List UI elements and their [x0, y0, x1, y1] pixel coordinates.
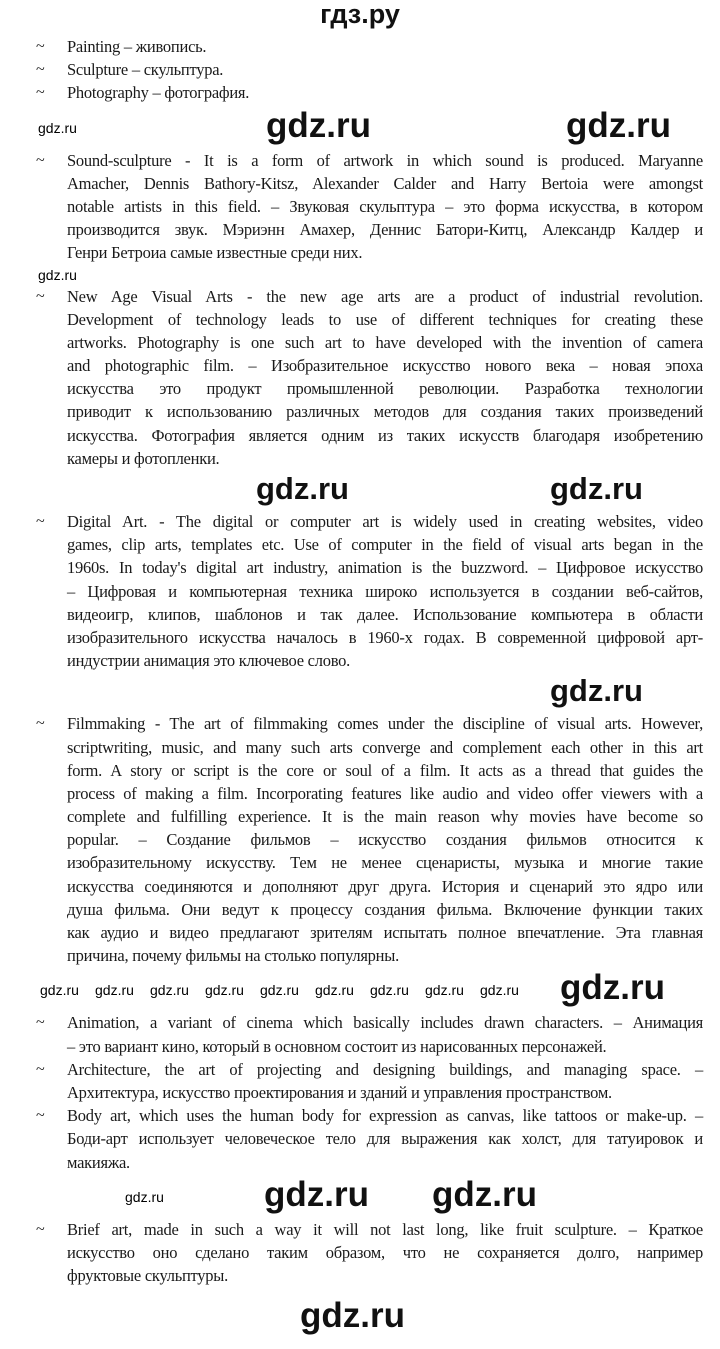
watermark-row [0, 967, 720, 1011]
tilde-bullet-icon: ~ [36, 38, 45, 55]
text-line: Генри Бетроиа самые известные среди них. [67, 243, 363, 263]
text-line: process of making a film. Incorporating features like audio and video offer viewers with a [67, 783, 703, 803]
text-line: – Цифровая и компьютерная техника широко используется в создании веб-сайтов, [67, 581, 703, 601]
text-line: popular. – Создание фильмов – искусство создания фильмов относится к [67, 830, 703, 850]
watermark-row [0, 470, 720, 510]
text-line: Sculpture – скульптура. [67, 60, 224, 80]
list-item [0, 58, 720, 81]
text-line: фруктовые скульптуры. [67, 1266, 229, 1286]
text-line: видеоигр, клипов, шаблонов и так далее. Использование компьютера в области [67, 604, 703, 624]
text-line: Architecture, the art of projecting and designing buildings, and managing space. – [67, 1059, 703, 1079]
watermark: gdz.ru [480, 982, 519, 999]
tilde-bullet-icon: ~ [36, 1107, 45, 1125]
list-item [0, 510, 720, 672]
list-item [0, 35, 720, 58]
list-item [0, 712, 720, 967]
text-line: приводит к использованию различных методов для создания таких произведений [67, 402, 703, 422]
tilde-bullet-icon: ~ [36, 513, 45, 530]
text-line: Архитектура, искусство проектирования и зданий и управления пространством. [67, 1082, 612, 1102]
page-header-title: гдз.ру [320, 0, 400, 29]
watermark: gdz.ru [560, 968, 665, 1008]
watermark: gdz.ru [38, 266, 77, 283]
list-item [0, 1011, 720, 1057]
watermark: gdz.ru [315, 982, 354, 999]
tilde-bullet-icon: ~ [36, 84, 45, 102]
watermark: gdz.ru [300, 1296, 405, 1336]
text-line: Digital Art. - The digital or computer art is widely used in creating websites, video [67, 512, 703, 531]
text-line: искусства соединяются и дополняют друг друга. История и сценарий это ядро или [67, 876, 703, 896]
text-line: Animation, a variant of cinema which basically includes drawn characters. – Анимация [67, 1013, 703, 1033]
text-line: form. A story or script is the core or soul of a film. It acts as a thread that guides the [67, 760, 703, 780]
text-line: изобразительного искусства началось в 1960-х годах. В современной цифровой арт- [67, 627, 703, 647]
tilde-bullet-icon: ~ [36, 1220, 45, 1238]
watermark: gdz.ru [370, 982, 409, 999]
text-line: искусства это продукт промышленной революции. Разработка технологии [67, 379, 703, 399]
list-item [0, 1104, 720, 1174]
watermark: gdz.ru [256, 471, 349, 506]
text-line: Body art, which uses the human body for expression as canvas, like tattoos or make-up. – [67, 1106, 703, 1126]
text-line: Filmmaking - The art of filmmaking comes under the discipline of visual arts. However, [67, 714, 703, 734]
watermark: gdz.ru [260, 982, 299, 999]
text-line: 1960s. In today's digital art industry, animation is the buzzword. – Цифровое искусство [67, 558, 703, 578]
watermark-row [0, 672, 720, 712]
text-line: scriptwriting, music, and many such arts converge and complement each other in this art [67, 737, 703, 757]
list-item [0, 1058, 720, 1104]
watermark-row [0, 1174, 720, 1218]
watermark: gdz.ru [425, 982, 464, 999]
list-item [0, 1218, 720, 1288]
watermark: gdz.ru [550, 673, 643, 709]
tilde-bullet-icon: ~ [36, 1014, 45, 1032]
watermark: gdz.ru [566, 105, 671, 145]
text-line: Amacher, Dennis Bathory-Kitsz, Alexander Calder and Harry Bertoia were amongst [67, 173, 703, 193]
text-line: New Age Visual Arts - the new age arts are a product of industrial revolution. [67, 286, 703, 306]
text-line: and photographic film. – Изобразительное искусство нового века – новая эпоха [67, 356, 703, 376]
tilde-bullet-icon: ~ [36, 715, 45, 733]
text-line: искусства. Фотография является одним из таких искусств благодаря изобретению [67, 425, 703, 445]
tilde-bullet-icon: ~ [36, 287, 45, 305]
watermark-row [0, 105, 720, 149]
watermark: gdz.ru [205, 982, 244, 999]
list-item [0, 149, 720, 265]
watermark: gdz.ru [38, 119, 77, 136]
text-line: Painting – живопись. [67, 37, 207, 56]
watermark: gdz.ru [125, 1188, 164, 1205]
list-item [0, 81, 720, 104]
text-line: камеры и фотопленки. [67, 448, 220, 468]
watermark-row [0, 1287, 720, 1339]
text-line: complete and fulfilling experience. It is the main reason why movies have become so [67, 807, 703, 827]
tilde-bullet-icon: ~ [36, 1060, 45, 1078]
watermark: gdz.ru [266, 105, 371, 145]
text-line: производится звук. Мэриэнн Амахер, Деннис Батори-Китц, Александр Калдер и [67, 220, 703, 240]
watermark: gdz.ru [150, 982, 189, 999]
text-line: искусство оно сделано таким образом, что не сохраняется долго, например [67, 1242, 703, 1262]
text-line: макияжа. [67, 1152, 130, 1172]
watermark: gdz.ru [40, 982, 79, 999]
text-line: Боди-арт использует человеческое тело для выражения как холст, для татуировок и [67, 1129, 703, 1149]
text-line: изобразительному искусству. Тем не менее сценаристы, музыка и многие такие [67, 853, 703, 873]
text-line: Brief art, made in such a way it will not last long, like fruit sculpture. – Краткое [67, 1219, 703, 1239]
watermark-row [0, 265, 720, 285]
text-line: notable artists in this field. – Звуковая скульптура – это форма искусства, в котором [67, 196, 703, 216]
text-line: Development of technology leads to use of different techniques for creating these [67, 309, 703, 329]
text-line: индустрии анимация это ключевое слово. [67, 651, 351, 671]
text-line: – это вариант кино, который в основном состоит из нарисованных персонажей. [67, 1036, 607, 1056]
text-line: artworks. Photography is one such art to have developed with the invention of camera [67, 332, 703, 352]
text-line: причина, почему фильмы на столько популярны. [67, 946, 399, 966]
tilde-bullet-icon: ~ [36, 61, 45, 79]
watermark: gdz.ru [550, 471, 643, 506]
watermark: gdz.ru [95, 982, 134, 999]
list-item [0, 285, 720, 471]
text-line: games, clip arts, templates etc. Use of computer in the field of visual arts began in the [67, 535, 703, 555]
watermark: gdz.ru [264, 1174, 369, 1214]
tilde-bullet-icon: ~ [36, 151, 45, 169]
text-line: Sound-sculpture - It is a form of artwork in which sound is produced. Maryanne [67, 150, 703, 170]
watermark: gdz.ru [432, 1174, 537, 1214]
text-line: Photography – фотография. [67, 83, 250, 103]
text-line: как аудио и видео предлагают зрителям испытать полное впечатление. Эта главная [67, 923, 703, 942]
text-line: душа фильма. Они ведут к процессу создания фильма. Включение функции таких [67, 899, 703, 919]
